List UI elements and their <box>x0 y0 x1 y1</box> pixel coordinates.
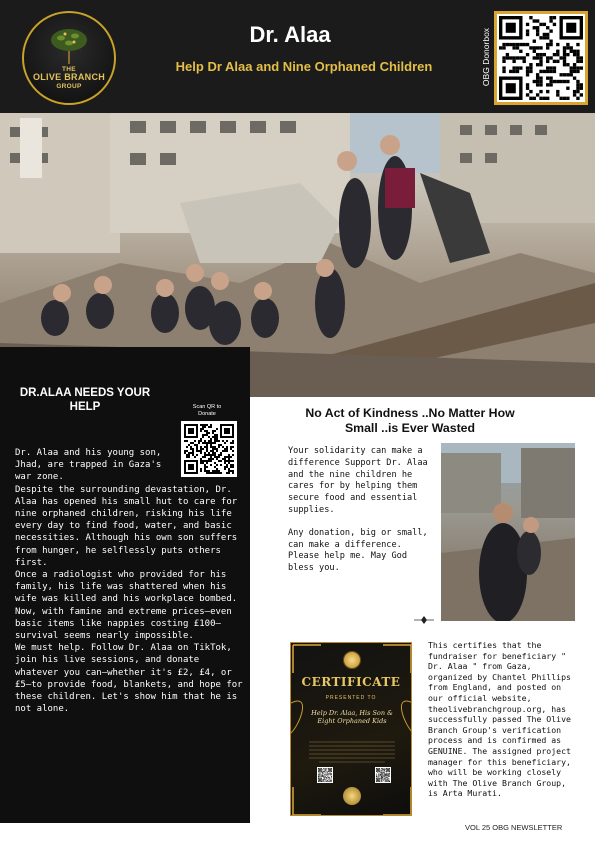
logo-text-main: OLIVE BRANCH <box>32 72 106 83</box>
header-banner <box>0 0 595 113</box>
solidarity-paragraph-1: Your solidarity can make a difference Support Dr. Alaa and the nine children he cares for by helping them secure food and essential supplies. <box>288 446 428 515</box>
solidarity-text <box>288 446 428 586</box>
photo-dr-alaa-with-son <box>441 443 575 621</box>
scan-qr-label: Scan QR to Donate <box>192 404 222 417</box>
certificate-heading: CERTIFICATE <box>301 675 401 689</box>
appeal-paragraph-3: Once a radiologist who provided for his family, his life was shattered when his wife was killed and his workplace bombed. Now, with famine and extreme prices—even basic items like nappies costing £100—survival seems nearly impossible. <box>15 570 238 642</box>
certificate-image <box>290 642 412 816</box>
qr-code-icon <box>499 16 583 100</box>
certificate-border-decoration <box>291 643 412 816</box>
page-subtitle: Help Dr Alaa and Nine Orphaned Children <box>175 59 433 74</box>
donorbox-qr-code[interactable] <box>494 11 588 105</box>
page-title: Dr. Alaa <box>249 22 331 47</box>
newsletter-footer: VOL 25 OBG NEWSLETTER <box>465 823 563 832</box>
donorbox-label <box>479 14 493 100</box>
appeal-panel <box>0 347 250 823</box>
appeal-body <box>15 447 247 715</box>
ornament-divider-icon <box>414 616 434 624</box>
logo-text-bottom: GROUP <box>56 82 82 90</box>
logo-wordmark <box>33 66 105 90</box>
appeal-paragraph-4: We must help. Follow Dr. Alaa on TikTok, join his live sessions, and donate whatever you can—whether it's £2, £4, or £5—to provide food, blankets, and hope for these children. Let's show him that he is not alone. <box>15 643 243 715</box>
kindness-heading: No Act of Kindness ..No Matter How Small ..is Ever Wasted <box>305 406 515 435</box>
logo-text-top: THE <box>62 65 76 73</box>
father-son-image <box>441 443 575 621</box>
olive-branch-logo <box>22 11 116 105</box>
donorbox-label-text: OBG Donorbox <box>481 27 491 87</box>
appeal-title: DR.ALAA NEEDS YOUR HELP <box>19 387 151 413</box>
appeal-paragraph-2: Despite the surrounding devastation, Dr. Alaa has opened his small hut to care for nine orphaned children, risking his life every day to find food, water, and basic necessities. Although his own son suffers from hunger, he selflessly puts others first. <box>15 484 238 568</box>
certificate-subject: Help Dr. Alaa, His Son & Eight Orphaned Kids <box>311 709 393 725</box>
olive-tree-icon <box>41 26 97 66</box>
appeal-paragraph-1: Dr. Alaa and his young son, Jhad, are trapped in Gaza's war zone. <box>15 448 162 483</box>
certification-text: This certifies that the fundraiser for beneficiary " Dr. Alaa " from Gaza, organized by Chantel Phillips from England, and posted on our official website, theolivebranchgroup.org, has successfully passed The Olive Branch Group's verification process and is confirmed as GENUINE. The assigned project manager for this beneficiary, who will be working closely with The Olive Branch Group, is Arta Murati. <box>428 640 571 799</box>
certificate-presented-to: PRESENTED TO <box>325 695 377 701</box>
solidarity-paragraph-2: Any donation, big or small, can make a difference. Please help me. May God bless you. <box>288 527 428 574</box>
